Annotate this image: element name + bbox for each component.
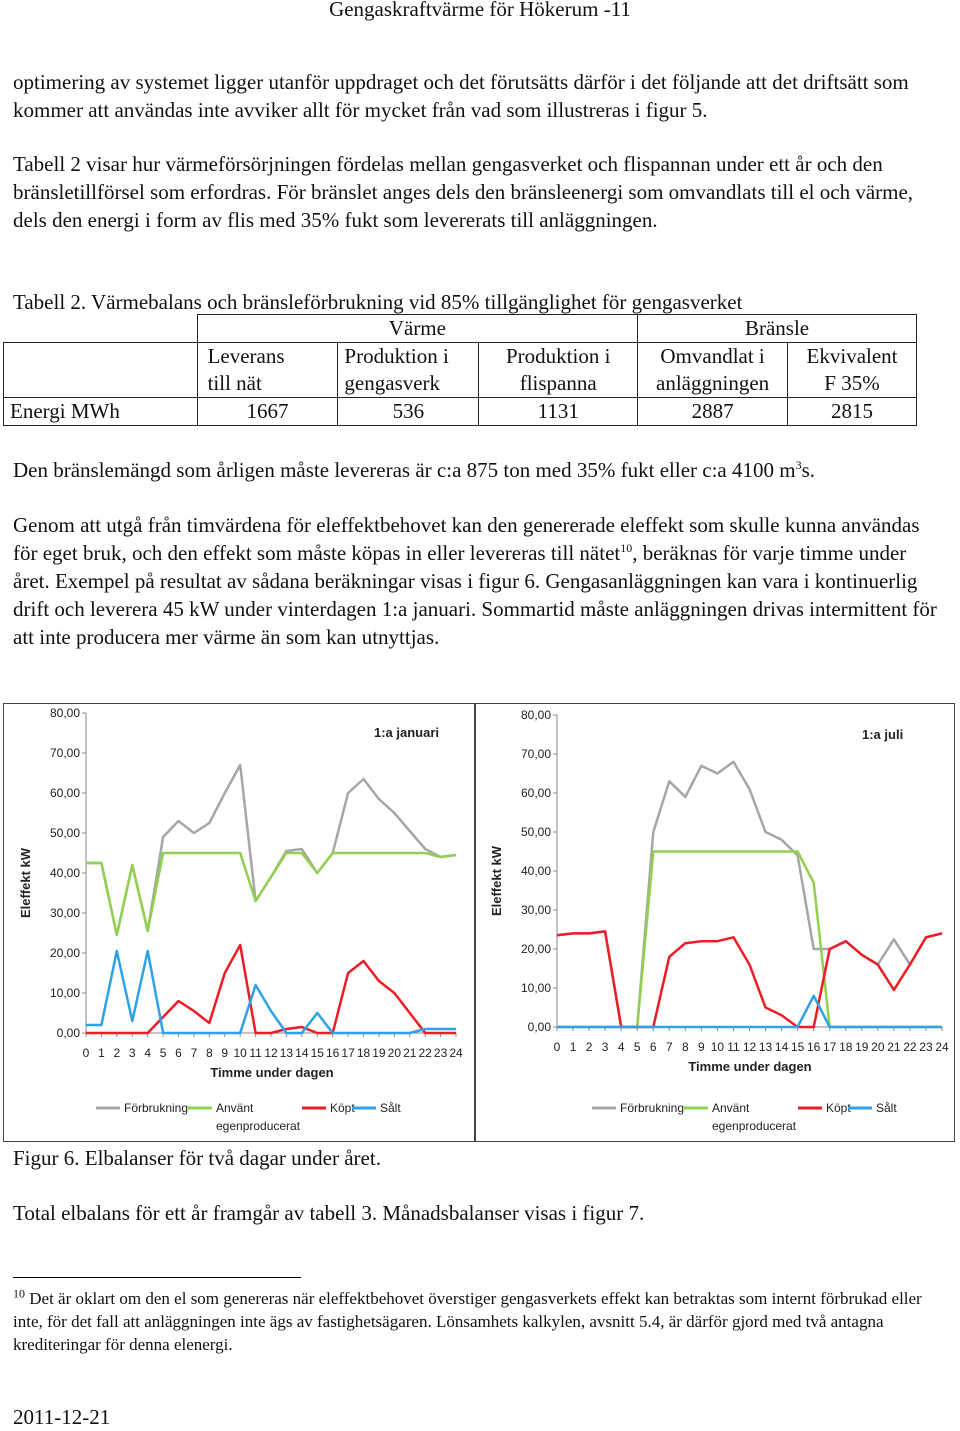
y-tick-label: 20,00 [520, 942, 551, 956]
x-tick-label: 17 [341, 1046, 355, 1060]
x-tick-label: 24 [935, 1040, 949, 1054]
paragraph-intro: optimering av systemet ligger utanför uppdraget och det förutsätts därför i det följande att det driftsätt som kommer att användas inte avviker allt för mycket från vad som illustreras i figur 5. [13, 70, 909, 122]
x-tick-label: 8 [205, 1046, 213, 1060]
x-tick-label: 17 [823, 1040, 837, 1054]
x-tick-label: 3 [128, 1046, 136, 1060]
x-tick-label: 18 [839, 1040, 853, 1054]
y-tick-label: 40,00 [520, 864, 551, 878]
y-tick-label: 70,00 [49, 746, 80, 760]
x-tick-label: 7 [665, 1040, 673, 1054]
table2-header-row [4, 343, 917, 398]
x-tick-label: 18 [356, 1046, 371, 1060]
footer-date: 2011-12-21 [13, 1405, 111, 1429]
legend-label: Förbrukning [620, 1101, 685, 1115]
x-tick-label: 9 [221, 1046, 229, 1060]
table-row [4, 398, 917, 426]
x-tick-label: 20 [387, 1046, 402, 1060]
x-tick-label: 5 [633, 1040, 641, 1054]
y-tick-label: 0,00 [56, 1026, 80, 1040]
y-tick-label: 80,00 [520, 708, 551, 722]
table2-caption: Tabell 2. Värmebalans och bränsleförbrukning vid 85% tillgänglighet för gengasverket [13, 290, 743, 314]
x-tick-label: 10 [710, 1040, 725, 1054]
table2-empty-cell [4, 315, 198, 343]
y-tick-label: 30,00 [520, 903, 551, 917]
figure-caption: Figur 6. Elbalanser för två dagar under året. [13, 1146, 381, 1170]
paragraph-table2-description: Tabell 2 visar hur värmeförsörjningen fördelas mellan gengasverket och flispannan under ett år och den bränsletillförsel som erfordras. För bränslet anges dels den bränsleenergi som omvandlats till el och värme, dels den energi i form av flis med 35% fukt som levererats till anläggningen. [13, 152, 914, 232]
x-tick-label: 15 [790, 1040, 805, 1054]
figure6-svg [4, 704, 954, 1141]
x-tick-label: 1 [98, 1046, 105, 1060]
x-tick-label: 14 [295, 1046, 309, 1060]
chart-divider [474, 704, 476, 1141]
table2-header-cell: Produktion i gengasverk [338, 343, 479, 398]
y-tick-label: 60,00 [520, 786, 551, 800]
table2-cell: 2815 [788, 398, 917, 426]
x-tick-label: 5 [159, 1046, 167, 1060]
series-line-sålt [557, 996, 942, 1027]
legend-label: Använt [712, 1101, 750, 1115]
table2-group-bransle: Bränsle [638, 315, 917, 343]
x-tick-label: 1 [569, 1040, 577, 1054]
series-line-använt [86, 853, 456, 935]
x-tick-label: 21 [887, 1040, 901, 1054]
legend-label: Sålt [380, 1101, 401, 1115]
x-tick-label: 20 [871, 1040, 885, 1054]
footnote-mark: 10 [13, 1286, 25, 1301]
x-tick-label: 22 [903, 1040, 917, 1054]
x-tick-label: 23 [919, 1040, 933, 1054]
y-tick-label: 70,00 [520, 747, 551, 761]
y-tick-label: 60,00 [49, 786, 80, 800]
x-tick-label: 12 [742, 1040, 757, 1054]
legend-label: Använt [216, 1101, 254, 1115]
x-tick-label: 11 [727, 1040, 740, 1054]
footnote: $^{10}$ Det är oklart om den el som genereras när eleffektbehovet överstiger gengasverkets effekt kan betraktas som internt förbrukad eller inte, för det fall att anläggningen inte ägs av fastighetsägaren. Lönsamhets kalkylen, avsnitt 5.4, är därför gjord med två antagna krediteringar för denna elenergi. [13, 1286, 922, 1354]
x-tick-label: 0 [82, 1046, 90, 1060]
series-line-sålt [86, 951, 456, 1033]
x-tick-label: 0 [553, 1040, 561, 1054]
legend-label: Sålt [876, 1101, 897, 1115]
chart-title: 1:a januari [374, 725, 440, 740]
y-tick-label: 10,00 [520, 981, 551, 995]
table2-cell: 2887 [638, 398, 788, 426]
x-tick-label: 10 [233, 1046, 247, 1060]
table2-header-cell: Leverans till nät [197, 343, 338, 398]
legend-label: Förbrukning [124, 1101, 189, 1115]
figure6-charts [3, 703, 955, 1142]
x-tick-label: 2 [113, 1046, 121, 1060]
table2-group-varme: Värme [197, 315, 638, 343]
y-tick-label: 80,00 [49, 706, 80, 720]
table2 [3, 314, 917, 426]
x-tick-label: 11 [249, 1046, 262, 1060]
x-tick-label: 13 [279, 1046, 294, 1060]
x-tick-label: 7 [190, 1046, 198, 1060]
y-tick-label: 40,00 [49, 866, 80, 880]
x-tick-label: 23 [433, 1046, 448, 1060]
table2-row-label: Energi MWh [4, 398, 198, 426]
x-tick-label: 12 [264, 1046, 278, 1060]
legend-label: egenproducerat [216, 1119, 301, 1133]
x-tick-label: 16 [806, 1040, 821, 1054]
footnote-ref: 10 [620, 541, 633, 555]
y-tick-label: 50,00 [49, 826, 80, 840]
table2-cell: 1131 [479, 398, 638, 426]
x-tick-label: 3 [601, 1040, 609, 1054]
table2-group-row [4, 315, 917, 343]
table2-header-cell: Omvandlat i anläggningen [638, 343, 788, 398]
y-tick-label: 0,00 [527, 1020, 551, 1034]
paragraph-fuel-amount: Den bränslemängd som årligen måste levereras är c:a 875 ton med 35% fukt eller c:a 4100 $m^3s$. [13, 458, 816, 482]
footnote-divider [13, 1277, 301, 1278]
x-tick-label: 19 [372, 1046, 386, 1060]
chart-title: 1:a juli [862, 727, 904, 742]
y-axis-label: Eleffekt kW [18, 847, 33, 919]
legend-label: egenproducerat [712, 1119, 797, 1133]
x-tick-label: 2 [585, 1040, 593, 1054]
x-tick-label: 14 [774, 1040, 789, 1054]
x-tick-label: 9 [698, 1040, 705, 1054]
table2-cell: 536 [338, 398, 479, 426]
x-tick-label: 15 [310, 1046, 324, 1060]
x-tick-label: 19 [855, 1040, 869, 1054]
y-axis-label: Eleffekt kW [489, 845, 504, 917]
table2-empty-cell [4, 343, 198, 398]
legend-label: Köpt [330, 1101, 355, 1115]
series-line-köpt [86, 945, 456, 1033]
x-tick-label: 21 [403, 1046, 417, 1060]
y-tick-label: 50,00 [520, 825, 551, 839]
x-axis-label: Timme under dagen [688, 1059, 812, 1074]
x-tick-label: 6 [649, 1040, 657, 1054]
table2-header-cell: Produktion i flispanna [479, 343, 638, 398]
paragraph-total-balance: Total elbalans för ett år framgår av tabell 3. Månadsbalanser visas i figur 7. [13, 1201, 645, 1225]
legend-label: Köpt [826, 1101, 851, 1115]
x-tick-label: 6 [175, 1046, 182, 1060]
x-axis-label: Timme under dagen [210, 1065, 334, 1080]
x-tick-label: 4 [617, 1040, 625, 1054]
x-tick-label: 24 [449, 1046, 463, 1060]
page-header: Gengaskraftvärme för Hökerum -11 [329, 0, 631, 21]
x-tick-label: 4 [144, 1046, 152, 1060]
x-tick-label: 8 [681, 1040, 689, 1054]
table2-cell: 1667 [197, 398, 338, 426]
series-line-köpt [557, 931, 942, 1027]
y-tick-label: 30,00 [49, 906, 80, 920]
series-line-använt [557, 852, 942, 1028]
x-tick-label: 22 [418, 1046, 432, 1060]
table2-header-cell: Ekvivalent F 35% [788, 343, 917, 398]
y-tick-label: 10,00 [49, 986, 80, 1000]
x-tick-label: 13 [758, 1040, 773, 1054]
y-tick-label: 20,00 [49, 946, 80, 960]
x-tick-label: 16 [325, 1046, 340, 1060]
paragraph-electricity: Genom att utgå från timvärdena för eleffektbehovet kan den genererade eleffekt som skulle kunna användas för eget bruk, och den effekt som måste köpas in eller levereras till nätet$^{10}$, beräknas för varje timme under året. Exempel på resultat av sådana beräkningar visas i figur 6. Gengasanläggningen kan vara i kontinuerlig drift och leverera 45 kW under vinterdagen 1:a januari. Sommartid måste anläggningen drivas intermittent för att inte producera mer värme än som kan utnyttjas. [13, 513, 937, 649]
